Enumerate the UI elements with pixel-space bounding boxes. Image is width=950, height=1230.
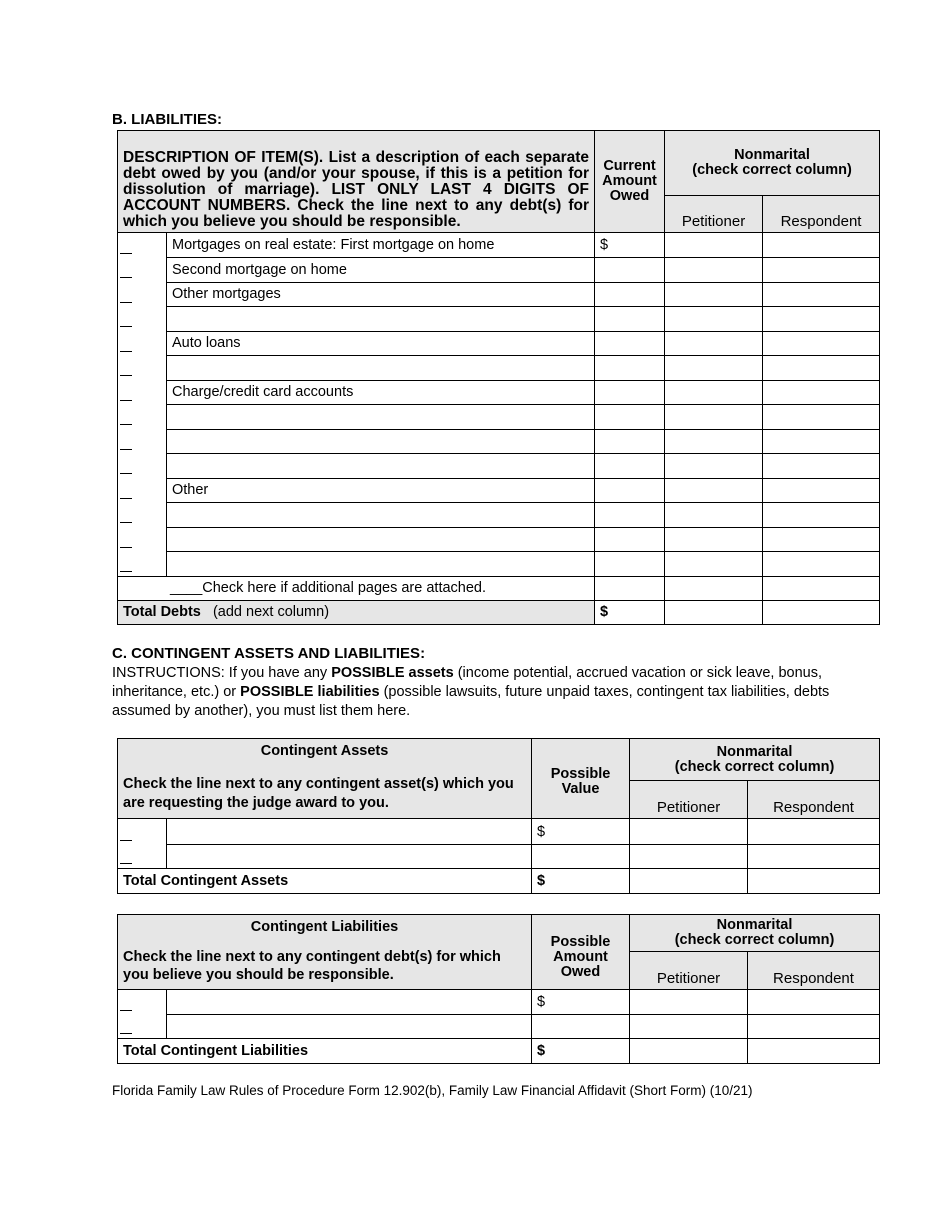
form-footer: Florida Family Law Rules of Procedure Form 12.902(b), Family Law Financial Affidavit (Short Form) (10/21): [112, 1083, 753, 1098]
liability-row: [118, 429, 880, 454]
liability-row: [118, 552, 880, 577]
liability-petitioner-cell[interactable]: [665, 258, 763, 283]
total-assets-petitioner[interactable]: [630, 869, 748, 894]
liability-description[interactable]: Other mortgages: [167, 282, 595, 307]
liability-amount[interactable]: [595, 478, 665, 503]
liability-amount[interactable]: [595, 527, 665, 552]
liability-check-line[interactable]: [118, 552, 167, 577]
liability-respondent-cell[interactable]: [763, 503, 880, 528]
liability-row: [118, 527, 880, 552]
liability-check-line[interactable]: [118, 454, 167, 479]
assets-check-label: (check correct column): [674, 758, 835, 775]
liability-check-line[interactable]: [118, 282, 167, 307]
petitioner-header: Petitioner: [665, 196, 763, 233]
total-contingent-assets-label: Total Contingent Assets: [118, 869, 532, 894]
liabilities-respondent-header: Respondent: [748, 952, 880, 990]
liability-check-line[interactable]: [118, 233, 167, 258]
contingent-assets-header: [118, 739, 532, 819]
liability-petitioner-cell[interactable]: [665, 429, 763, 454]
liability-amount[interactable]: [595, 307, 665, 332]
attached-pages-row[interactable]: [118, 576, 595, 600]
liability-petitioner-cell[interactable]: [665, 454, 763, 479]
liability-petitioner-cell[interactable]: [665, 478, 763, 503]
liability-description[interactable]: Charge/credit card accounts: [167, 380, 595, 405]
liability-check-line[interactable]: [118, 331, 167, 356]
liability-amount-2[interactable]: [532, 1015, 630, 1039]
liability-respondent-cell[interactable]: [763, 380, 880, 405]
section-b-title: B. LIABILITIES:: [112, 111, 222, 128]
liabilities-nonmarital-label: Nonmarital: [716, 917, 793, 933]
liability-description[interactable]: [167, 429, 595, 454]
liability-petitioner-cell[interactable]: [665, 380, 763, 405]
liability-row: [118, 282, 880, 307]
liability-check-line[interactable]: [118, 258, 167, 283]
liability-description[interactable]: Mortgages on real estate: First mortgage on home: [167, 233, 595, 258]
contingent-assets-table: [117, 738, 880, 894]
liability-description[interactable]: [167, 454, 595, 479]
contingent-assets-description: Check the line next to any contingent asset(s) which you are requesting the judge award to you.: [123, 776, 514, 811]
liability-respondent-cell[interactable]: [763, 258, 880, 283]
liability-row: [118, 307, 880, 332]
liability-check-line[interactable]: [118, 429, 167, 454]
total-respondent-cell[interactable]: [763, 600, 880, 624]
liability-description[interactable]: [167, 552, 595, 577]
section-c-title: C. CONTINGENT ASSETS AND LIABILITIES:: [112, 645, 426, 662]
total-contingent-liabilities-amount[interactable]: $: [532, 1039, 630, 1064]
liability-respondent-cell[interactable]: [763, 429, 880, 454]
liability-check-line-1[interactable]: [118, 990, 167, 1015]
liability-row: [118, 258, 880, 283]
contingent-liabilities-title: Contingent Liabilities: [250, 919, 399, 935]
liability-amount[interactable]: [595, 380, 665, 405]
liability-petitioner-cell[interactable]: [665, 307, 763, 332]
current-amount-header: Current Amount Owed: [595, 131, 665, 233]
asset-petitioner-2[interactable]: [630, 845, 748, 869]
liability-row: [118, 503, 880, 528]
liability-amount[interactable]: [595, 429, 665, 454]
total-assets-respondent[interactable]: [748, 869, 880, 894]
liabilities-rows: [118, 233, 880, 577]
liability-check-line[interactable]: [118, 527, 167, 552]
liability-check-line[interactable]: [118, 405, 167, 430]
attached-petitioner-cell: [665, 576, 763, 600]
liability-amount[interactable]: [595, 282, 665, 307]
liabilities-description-header: DESCRIPTION OF ITEM(S). List a description of each separate debt owed by you (and/or your spouse, if this is a petition for dissolution of marriage). LIST ONLY LAST 4 DIGITS OF ACCOUNT NUMBERS. Check the line next to any debt(s) for which you believe you should be responsible.: [118, 131, 595, 233]
contingent-liabilities-description: Check the line next to any contingent debt(s) for which you believe you should be responsible.: [123, 949, 501, 983]
total-contingent-assets-amount[interactable]: $: [532, 869, 630, 894]
liability-amount[interactable]: [595, 454, 665, 479]
liability-row: [118, 454, 880, 479]
liability-respondent-1[interactable]: [748, 990, 880, 1015]
asset-check-line-2[interactable]: [118, 845, 167, 869]
liability-amount[interactable]: [595, 503, 665, 528]
liability-respondent-2[interactable]: [748, 1015, 880, 1039]
liability-amount[interactable]: [595, 356, 665, 381]
liability-petitioner-cell[interactable]: [665, 527, 763, 552]
liability-description[interactable]: Auto loans: [167, 331, 595, 356]
asset-petitioner-1[interactable]: [630, 819, 748, 845]
liabilities-nonmarital-header: [630, 915, 880, 952]
liability-description-2[interactable]: [167, 1015, 532, 1039]
assets-nonmarital-header: [630, 739, 880, 781]
total-liabilities-respondent[interactable]: [748, 1039, 880, 1064]
nonmarital-label: Nonmarital: [734, 147, 810, 163]
assets-respondent-header: Respondent: [748, 781, 880, 819]
asset-respondent-2[interactable]: [748, 845, 880, 869]
attached-respondent-cell: [763, 576, 880, 600]
liability-row: [118, 380, 880, 405]
attached-pages-blank: ____: [170, 580, 203, 596]
liability-petitioner-cell[interactable]: [665, 331, 763, 356]
total-debts-label-cell: [118, 600, 595, 624]
asset-description-1[interactable]: [167, 819, 532, 845]
respondent-header: Respondent: [763, 196, 880, 233]
instructions-possible-assets: POSSIBLE assets: [331, 665, 454, 681]
liability-row: [118, 356, 880, 381]
instructions-text-3: (possible lawsuits, future unpaid taxes, contingent tax liabilities, debts assumed by another), you must list them here.: [112, 684, 830, 719]
liability-amount[interactable]: [595, 331, 665, 356]
liability-petitioner-cell[interactable]: [665, 503, 763, 528]
liability-description[interactable]: Second mortgage on home: [167, 258, 595, 283]
liability-description-1[interactable]: [167, 990, 532, 1015]
asset-value-2[interactable]: [532, 845, 630, 869]
instructions-possible-liabilities: POSSIBLE liabilities: [240, 684, 380, 700]
liability-respondent-cell[interactable]: [763, 307, 880, 332]
contingent-liabilities-header: [118, 915, 532, 990]
asset-respondent-1[interactable]: [748, 819, 880, 845]
liability-description[interactable]: [167, 356, 595, 381]
liability-check-line[interactable]: [118, 503, 167, 528]
contingent-instructions: [112, 664, 852, 721]
contingent-liabilities-table: [117, 914, 880, 1064]
liability-respondent-cell[interactable]: [763, 552, 880, 577]
liability-check-line[interactable]: [118, 380, 167, 405]
attached-amount-cell: [595, 576, 665, 600]
assets-nonmarital-label: Nonmarital: [716, 743, 793, 760]
contingent-assets-title: Contingent Assets: [260, 743, 389, 759]
nonmarital-header: [665, 131, 880, 196]
total-liabilities-petitioner[interactable]: [630, 1039, 748, 1064]
liability-amount[interactable]: [595, 258, 665, 283]
liability-amount[interactable]: [595, 405, 665, 430]
possible-amount-owed-header: Possible Amount Owed: [532, 915, 630, 990]
liability-description[interactable]: [167, 527, 595, 552]
liability-description[interactable]: [167, 503, 595, 528]
asset-description-2[interactable]: [167, 845, 532, 869]
liability-row: [118, 331, 880, 356]
liability-check-line[interactable]: [118, 356, 167, 381]
liability-row: [118, 405, 880, 430]
attached-pages-label: Check here if additional pages are attached.: [202, 580, 487, 596]
liability-description[interactable]: Other: [167, 478, 595, 503]
liability-row: [118, 478, 880, 503]
liability-check-line-2[interactable]: [118, 1015, 167, 1039]
liability-petitioner-2[interactable]: [630, 1015, 748, 1039]
check-column-label: (check correct column): [692, 162, 852, 178]
liability-respondent-cell[interactable]: [763, 478, 880, 503]
liability-respondent-cell[interactable]: [763, 527, 880, 552]
liability-check-line[interactable]: [118, 478, 167, 503]
possible-value-header: Possible Value: [532, 739, 630, 819]
liabilities-table: [117, 130, 880, 625]
liability-respondent-cell[interactable]: [763, 454, 880, 479]
total-debts-amount[interactable]: $: [595, 600, 665, 624]
liabilities-check-label: (check correct column): [674, 932, 835, 948]
instructions-text-2: (income potential, accrued vacation or sick leave, bonus, inheritance, etc.) or: [112, 665, 823, 700]
liability-check-line[interactable]: [118, 307, 167, 332]
liability-description[interactable]: [167, 405, 595, 430]
total-debts-label: Total Debts: [123, 604, 201, 620]
liabilities-petitioner-header: Petitioner: [630, 952, 748, 990]
liability-petitioner-cell[interactable]: [665, 356, 763, 381]
asset-check-line-1[interactable]: [118, 819, 167, 845]
liability-respondent-cell[interactable]: [763, 356, 880, 381]
liability-petitioner-cell[interactable]: [665, 282, 763, 307]
liability-description[interactable]: [167, 307, 595, 332]
assets-petitioner-header: Petitioner: [630, 781, 748, 819]
liability-petitioner-cell[interactable]: [665, 233, 763, 258]
total-contingent-liabilities-label: Total Contingent Liabilities: [118, 1039, 532, 1064]
asset-value-1[interactable]: $: [532, 819, 630, 845]
liability-petitioner-cell[interactable]: [665, 552, 763, 577]
instructions-text-1: INSTRUCTIONS: If you have any: [112, 665, 332, 681]
liability-amount-1[interactable]: $: [532, 990, 630, 1015]
liability-amount[interactable]: $: [595, 233, 665, 258]
liability-respondent-cell[interactable]: [763, 405, 880, 430]
liability-respondent-cell[interactable]: [763, 282, 880, 307]
total-petitioner-cell[interactable]: [665, 600, 763, 624]
total-debts-note: (add next column): [212, 604, 330, 620]
liability-amount[interactable]: [595, 552, 665, 577]
liability-respondent-cell[interactable]: [763, 233, 880, 258]
liability-row: [118, 233, 880, 258]
liability-petitioner-cell[interactable]: [665, 405, 763, 430]
liability-petitioner-1[interactable]: [630, 990, 748, 1015]
liability-respondent-cell[interactable]: [763, 331, 880, 356]
